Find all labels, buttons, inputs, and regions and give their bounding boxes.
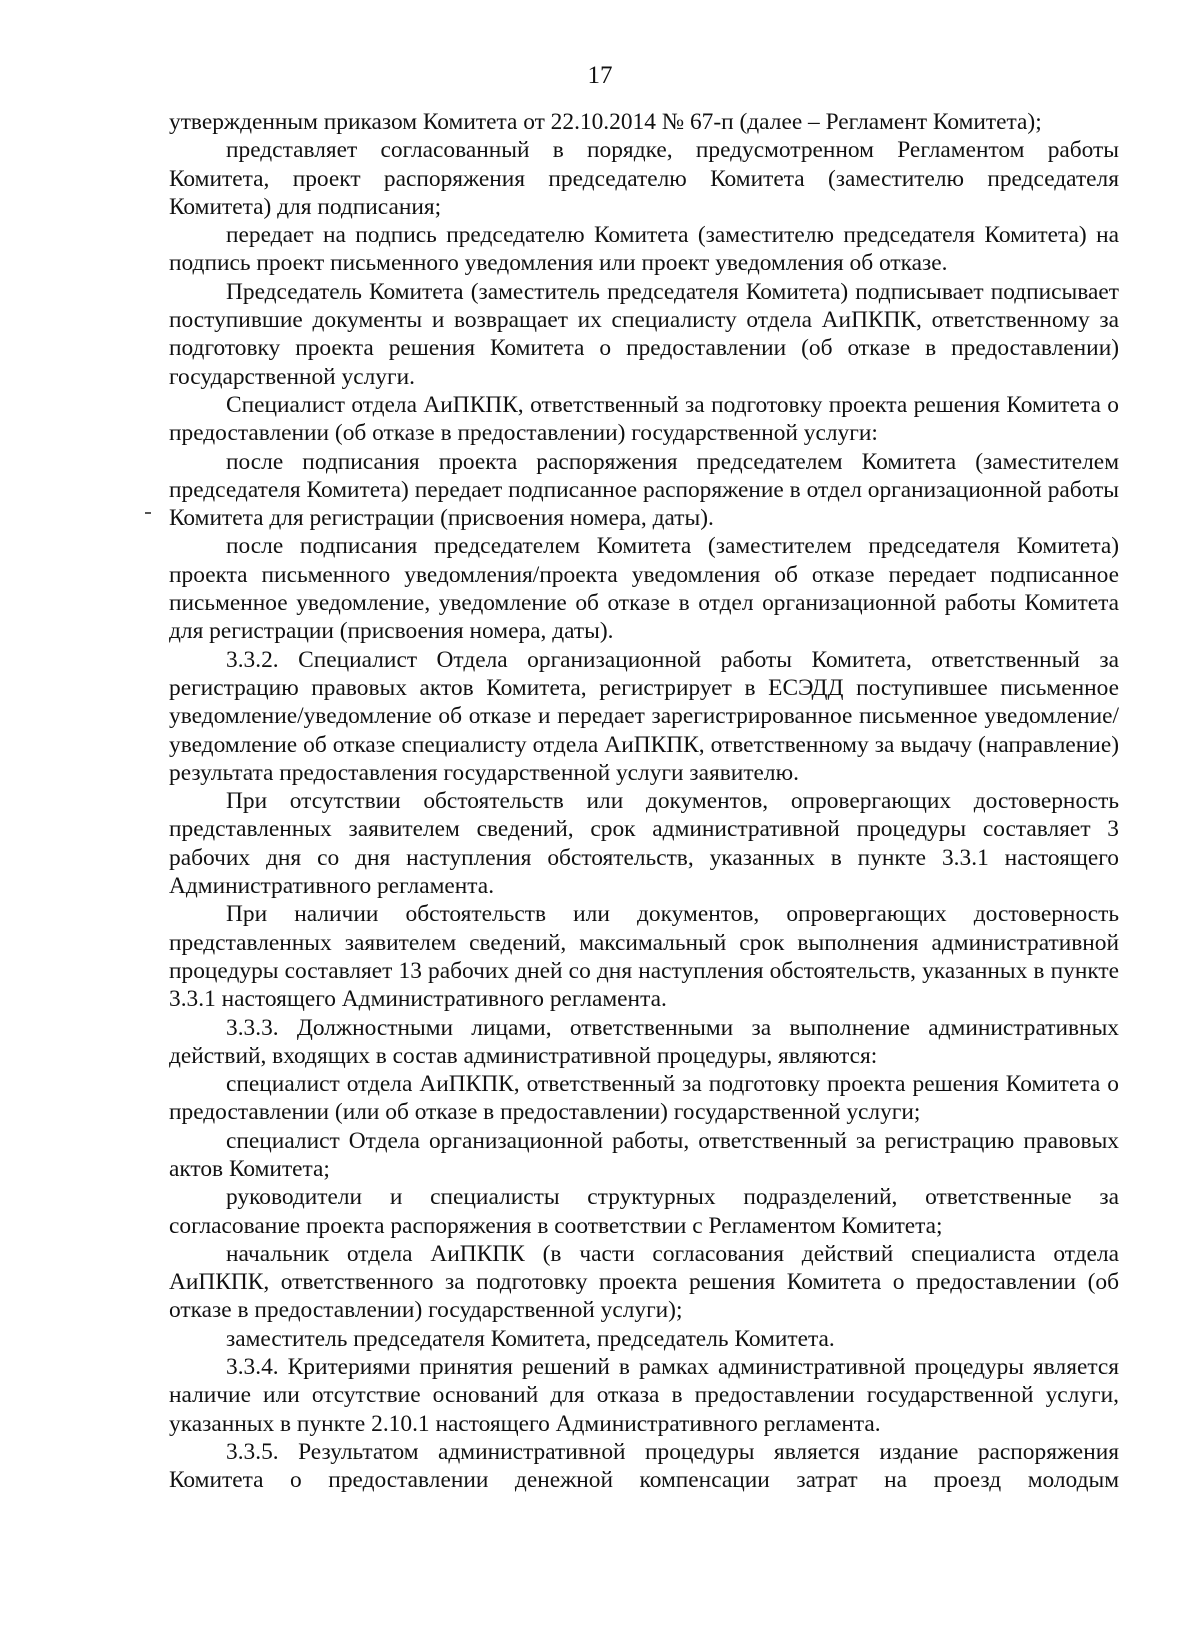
paragraph-18: 3.3.5. Результатом административной процедуры является издание распоряжения Комитета о предоставлении денежной компенсации затрат на проезд молодым [169,1438,1119,1494]
paragraph-6: после подписания проекта распоряжения председателем Комитета (заместителем председателя Комитета) передает подписанное распоряжение в отдел организационной работы Комитета для регистрации (присвоения номера, даты). [169,448,1119,532]
margin-mark [145,512,151,514]
paragraph-10: При наличии обстоятельств или документов, опровергающих достоверность представленных заявителем сведений, максимальный срок выполнения административной процедуры составляет 13 рабочих дней со дня наступления обстоятельств, указанных в пункте 3.3.1 настоящего Административного регламента. [169,901,1119,1013]
paragraph-17: 3.3.4. Критериями принятия решений в рамках административной процедуры является наличие или отсутствие оснований для отказа в предоставлении государственной услуги, указанных в пункте 2.10.1 настоящего Административного регламента. [169,1354,1119,1437]
paragraph-2: представляет согласованный в порядке, предусмотренном Регламентом работы Комитета, проект распоряжения председателю Комитета (заместителю председателя Комитета) для подписания; [169,137,1119,220]
paragraph-7: после подписания председателем Комитета (заместителем председателя Комитета) проекта письменного уведомления/проекта уведомления об отказе передает подписанное письменное уведомление, уведомление об отказе в отдел организационной работы Комитета для регистрации (присвоения номера, даты). [169,533,1119,645]
paragraph-5: Специалист отдела АиПКПК, ответственный за подготовку проекта решения Комитета о предоставлении (об отказе в предоставлении) государственной услуги: [169,391,1119,447]
paragraph-14: руководители и специалисты структурных подразделений, ответственные за согласование проекта распоряжения в соответствии с Регламентом Комитета; [169,1184,1119,1239]
paragraph-8: 3.3.2. Специалист Отдела организационной работы Комитета, ответственный за регистрацию правовых актов Комитета, регистрирует в ЕСЭДД поступившее письменное уведомление/уведомление об отказе и передает зарегистрированное письменное уведомление/уведомление об отказе специалисту отдела АиПКПК, ответственному за выдачу (направление) результата предоставления государственной услуги заявителю. [169,646,1119,786]
paragraph-16: заместитель председателя Комитета, председатель Комитета. [226,1325,835,1352]
paragraph-4: Председатель Комитета (заместитель председателя Комитета) подписывает подписывает поступившие документы и возвращает их специалисту отдела АиПКПК, ответственному за подготовку проекта решения Комитета о предоставлении (об отказе в предоставлении) государственной услуги. [169,278,1119,390]
paragraph-11: 3.3.3. Должностными лицами, ответственными за выполнение административных действий, входящих в состав административной процедуры, являются: [169,1014,1119,1069]
page-number: 17 [587,62,613,89]
paragraph-9: При отсутствии обстоятельств или документов, опровергающих достоверность представленных заявителем сведений, срок административной процедуры составляет 3 рабочих дня со дня наступления обстоятельств, указанных в пункте 3.3.1 настоящего Административного регламента. [169,788,1119,900]
paragraph-13: специалист Отдела организационной работы, ответственный за регистрацию правовых актов Комитета; [169,1127,1119,1182]
document-body [169,108,1119,1495]
paragraph-1: утвержденным приказом Комитета от 22.10.2014 № 67-п (далее – Регламент Комитета); [169,109,1042,135]
paragraph-12: специалист отдела АиПКПК, ответственный за подготовку проекта решения Комитета о предоставлении (или об отказе в предоставлении) государственной услуги; [169,1071,1119,1126]
paragraph-15: начальник отдела АиПКПК (в части согласования действий специалиста отдела АиПКПК, ответственного за подготовку проекта решения Комитета о предоставлении (об отказе в предоставлении) государственной услуги); [169,1240,1119,1324]
paragraph-3: передает на подпись председателю Комитета (заместителю председателя Комитета) на подпись проект письменного уведомления или проект уведомления об отказе. [169,222,1119,277]
